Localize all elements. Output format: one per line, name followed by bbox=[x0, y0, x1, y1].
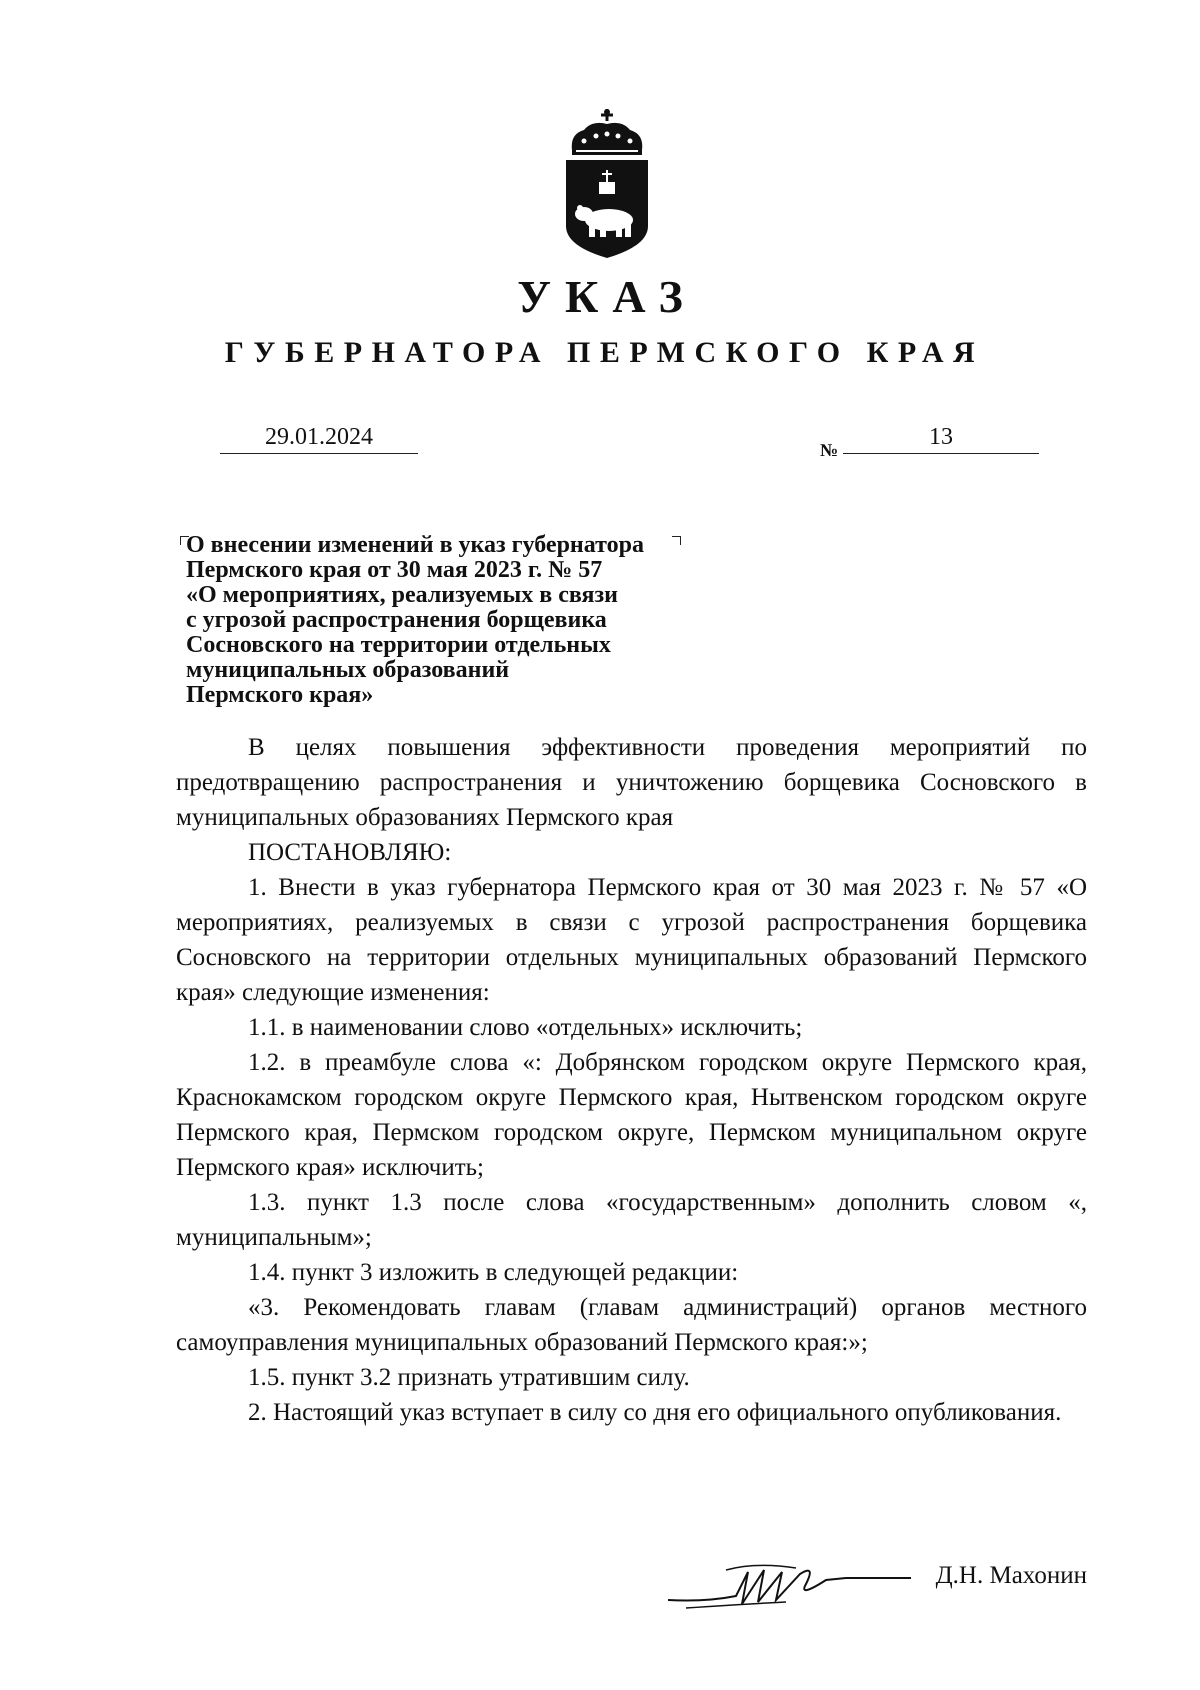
perm-krai-coat-of-arms-icon bbox=[562, 108, 652, 260]
subject-line: с угрозой распространения борщевика bbox=[186, 607, 607, 633]
number-sign: № bbox=[820, 440, 839, 460]
subject-line: Пермского края от 30 мая 2023 г. № 57 bbox=[186, 557, 603, 583]
preamble-paragraph: В целях повышения эффективности проведения мероприятий по предотвращению распространения и уничтожению борщевика Сосновского в муниципальных образованиях Пермского края bbox=[176, 734, 1087, 831]
resolve-heading: ПОСТАНОВЛЯЮ: bbox=[248, 839, 452, 866]
clause-1-4-text: «3. Рекомендовать главам (главам администраций) органов местного самоуправления муниципальных образований Пермского края:»; bbox=[176, 1294, 1087, 1356]
signer-name: Д.Н. Махонин bbox=[935, 1562, 1087, 1589]
decree-number: 13 bbox=[843, 424, 1039, 454]
subject-line: Пермского края» bbox=[186, 682, 374, 708]
clause-1-4: 1.4. пункт 3 изложить в следующей редакции: bbox=[248, 1259, 739, 1286]
decree-date: 29.01.2024 bbox=[220, 424, 418, 454]
subject-line: муниципальных образований bbox=[186, 657, 510, 683]
clause-1-2: 1.2. в преамбуле слова «: Добрянском городском округе Пермского края, Краснокамском городском округе Пермского края, Нытвенском городском округе Пермского края, Пермском городском округе, Пермском муниципальном округе Пермского края» исключить; bbox=[176, 1049, 1087, 1181]
clause-1-3: 1.3. пункт 1.3 после слова «государственным» дополнить словом «, муниципальным»; bbox=[176, 1189, 1087, 1251]
clause-1-1: 1.1. в наименовании слово «отдельных» исключить; bbox=[248, 1014, 803, 1041]
subject-line: «О мероприятиях, реализуемых в связи bbox=[186, 582, 618, 608]
clause-1: 1. Внести в указ губернатора Пермского края от 30 мая 2023 г. № 57 «О мероприятиях, реализуемых в связи с угрозой распространения борщевика Сосновского на территории отдельных муниципальных образований Пермского края» следующие изменения: bbox=[176, 874, 1087, 1006]
subject-line: Сосновского на территории отдельных bbox=[186, 632, 611, 658]
clause-1-5: 1.5. пункт 3.2 признать утратившим силу. bbox=[248, 1364, 690, 1391]
decree-issuer: ГУБЕРНАТОРА ПЕРМСКОГО КРАЯ bbox=[224, 336, 985, 369]
clause-2: 2. Настоящий указ вступает в силу со дня его официального опубликования. bbox=[248, 1399, 1062, 1426]
decree-body bbox=[176, 730, 1087, 1430]
handwritten-signature-icon bbox=[666, 1558, 916, 1618]
subject-line: О внесении изменений в указ губернатора bbox=[186, 532, 644, 558]
decree-subject bbox=[186, 533, 746, 708]
decree-title: УКАЗ bbox=[517, 271, 697, 322]
